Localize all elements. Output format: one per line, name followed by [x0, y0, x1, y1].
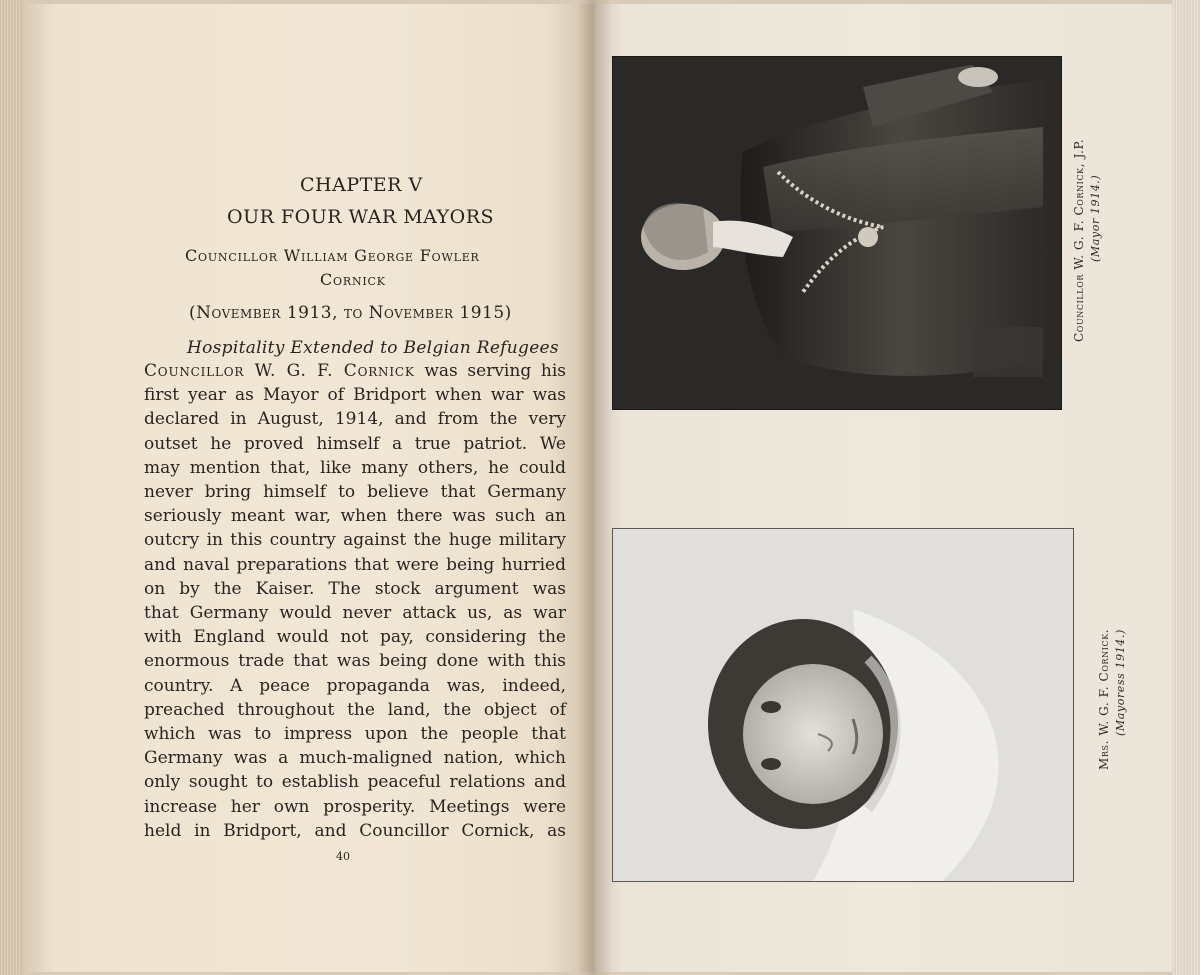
mayoress-photo-role: (Mayoress 1914.)	[1114, 629, 1127, 736]
mayor-photo-caption: Councillor W. G. F. Cornick, J.P.	[1072, 138, 1086, 342]
body-line: Germany was a much-maligned nation, which	[144, 748, 566, 769]
body-line: and naval preparations that were being hurried	[144, 554, 566, 575]
subject-name-line1: Councillor William George Fowler	[185, 246, 480, 265]
mayoress-portrait-photo	[612, 528, 1074, 882]
subject-name-line2: Cornick	[320, 270, 386, 289]
body-line: declared in August, 1914, and from the very	[144, 409, 566, 430]
book-gutter	[578, 0, 612, 975]
body-line: country. A peace propaganda was, indeed,	[144, 675, 566, 696]
body-line: outset he proved himself a true patriot. We	[144, 433, 566, 454]
body-line: only sought to establish peaceful relations and	[144, 772, 566, 793]
body-line: first year as Mayor of Bridport when war was	[144, 385, 566, 406]
body-line: outcry in this country against the huge military	[144, 530, 566, 551]
body-line: seriously meant war, when there was such an	[144, 506, 566, 527]
body-line	[144, 359, 566, 383]
chapter-title: OUR FOUR WAR MAYORS	[227, 206, 495, 228]
right-page-edges	[1172, 0, 1200, 975]
mayor-portrait-photo	[612, 56, 1062, 410]
body-line: with England would not pay, considering the	[144, 627, 566, 648]
body-line: preached throughout the land, the object of	[144, 699, 566, 720]
chapter-number: CHAPTER V	[300, 174, 423, 196]
body-paragraph	[144, 359, 566, 843]
body-line: on by the Kaiser. The stock argument was	[144, 578, 566, 599]
body-lead: Councillor W. G. F. Cornick	[144, 361, 415, 381]
body-line: increase her own prosperity. Meetings were	[144, 796, 566, 817]
mayoress-portrait-image	[613, 529, 1073, 881]
body-line: that Germany would never attack us, as war	[144, 603, 566, 624]
body-line: never bring himself to believe that Germany	[144, 482, 566, 503]
left-page-edges	[0, 0, 24, 975]
body-line: may mention that, like many others, he could	[144, 457, 566, 478]
body-line: which was to impress upon the people that	[144, 724, 566, 745]
term-dates: (November 1913, to November 1915)	[189, 303, 512, 323]
mayoress-photo-caption: Mrs. W. G. F. Cornick.	[1097, 628, 1111, 770]
body-line-text: was serving his	[414, 361, 566, 381]
page-number: 40	[336, 850, 350, 863]
mayor-photo-role: (Mayor 1914.)	[1089, 174, 1102, 262]
body-line: enormous trade that was being done with this	[144, 651, 566, 672]
section-heading: Hospitality Extended to Belgian Refugees	[187, 338, 559, 358]
mayor-portrait-image	[613, 57, 1061, 409]
body-line: held in Bridport, and Councillor Cornick, as	[144, 820, 566, 841]
